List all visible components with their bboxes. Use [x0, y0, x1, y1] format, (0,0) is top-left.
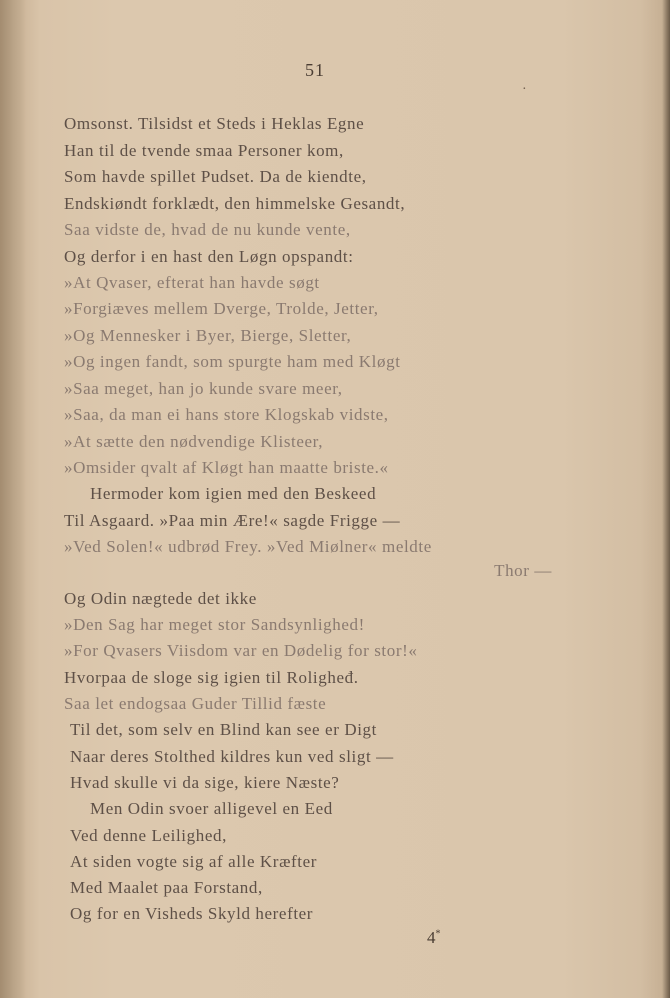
poem-line: At siden vogte sig af alle Kræfter: [70, 852, 318, 871]
poem-line: Hermoder kom igien med den Beskeed: [90, 484, 377, 503]
poem-line: Hvorpaa de sloge sig igien til Roligheđ.: [64, 668, 359, 687]
poem-line: Endskiøndt forklædt, den himmelske Gesandt,: [64, 194, 406, 213]
poem-line: Naar deres Stolthed kildres kun ved sligt —: [70, 747, 394, 766]
poem-line: »Saa, da man ei hans store Klogskab vidste,: [64, 405, 389, 424]
poem-line: Ved denne Leilighed,: [70, 826, 227, 845]
poem-line: Thor —: [494, 561, 552, 580]
poem-line: »Ved Solen!« udbrød Frey. »Ved Miølner« meldte: [64, 537, 432, 556]
poem-line: »Og Mennesker i Byer, Bierge, Sletter,: [64, 326, 352, 345]
poem-line: Og derfor i en hast den Løgn opspandt:: [64, 247, 354, 266]
signature-mark: [427, 928, 441, 948]
signature-number: 4: [427, 928, 436, 947]
poem-line: »Omsider qvalt af Kløgt han maatte briste.«: [64, 458, 389, 477]
poem-line: Men Odin svoer alligevel en Eed: [90, 799, 333, 818]
poem-line: »At sætte den nødvendige Klisteer,: [64, 432, 324, 451]
poem-line: Og Odin nægtede det ikke: [64, 589, 257, 608]
corner-mark: ·: [522, 82, 527, 97]
poem-line: »For Qvasers Viisdom var en Dødelig for stor!«: [64, 641, 418, 660]
page-number: 51: [305, 60, 325, 80]
poem-line: Omsonst. Tilsidst et Steds i Heklas Egne: [64, 114, 365, 133]
poem-line: »Den Sag har meget stor Sandsynlighed!: [64, 615, 365, 634]
signature-asterisk: *: [435, 928, 441, 940]
book-spine-shadow: [0, 0, 26, 998]
poem-line: »At Qvaser, efterat han havde søgt: [64, 273, 320, 292]
poem-line: »Og ingen fandt, som spurgte ham med Kløgt: [64, 352, 401, 371]
poem-line: Med Maalet paa Forstand,: [70, 878, 263, 897]
poem-line: Som havde spillet Pudset. Da de kiendte,: [64, 167, 367, 186]
poem-line: »Forgiæves mellem Dverge, Trolde, Jetter,: [64, 299, 379, 318]
poem-line: Og for en Visheds Skyld herefter: [70, 904, 314, 923]
poem-line: Til Asgaard. »Paa min Ære!« sagde Frigge —: [64, 511, 401, 530]
poem-line: Til det, som selv en Blind kan see er Digt: [70, 720, 377, 739]
poem-line: Hvad skulle vi da sige, kiere Næste?: [70, 773, 340, 792]
poem-line: »Saa meget, han jo kunde svare meer,: [64, 379, 343, 398]
poem-line: Saa vidste de, hvad de nu kunde vente,: [64, 220, 351, 239]
poem-line: Saa let endogsaa Guder Tillid fæste: [64, 694, 327, 713]
poem-line: Han til de tvende smaa Personer kom,: [64, 141, 344, 160]
page-edge-shadow: [662, 0, 670, 998]
